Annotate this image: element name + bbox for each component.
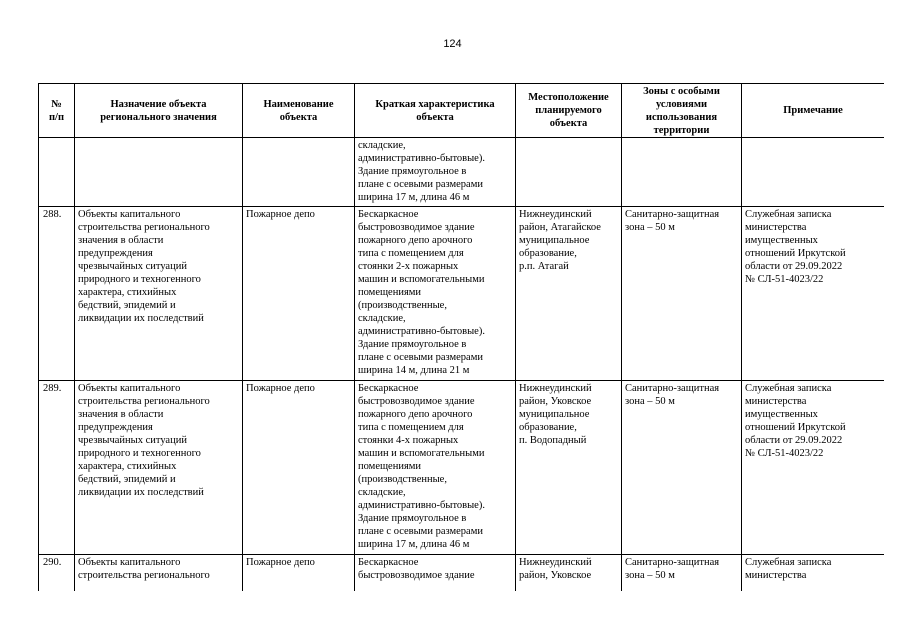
cell-note: [742, 138, 885, 207]
table-row: [39, 381, 885, 555]
cell-zones: Санитарно-защитная зона – 50 м: [622, 381, 742, 555]
cell-note: Служебная записка министерства имущественных отношений Иркутской области от 29.09.2022 № СЛ-51-4023/22: [742, 207, 885, 381]
cell-description: складские, административно-бытовые). Здание прямоугольное в плане с осевыми размерами ширина 17 м, длина 46 м: [355, 138, 516, 207]
cell-number: 289.: [39, 381, 75, 555]
header-description: Краткая характеристика объекта: [355, 84, 516, 138]
cell-description: Бескаркасное быстровозводимое здание пожарного депо арочного типа с помещением для стоянки 2-х пожарных машин и вспомогательными помещениями (производственные, складские, административно-бытовые). Здание прямоугольное в плане с осевыми размерами ширина 14 м, длина 21 м: [355, 207, 516, 381]
cell-location: Нижнеудинский район, Уковское: [516, 555, 622, 592]
header-number: № п/п: [39, 84, 75, 138]
cell-name: Пожарное депо: [243, 207, 355, 381]
cell-name: Пожарное депо: [243, 381, 355, 555]
header-name: Наименование объекта: [243, 84, 355, 138]
cell-zones: [622, 138, 742, 207]
table-header-row: [39, 84, 885, 138]
cell-name: [243, 138, 355, 207]
header-note: Примечание: [742, 84, 885, 138]
cell-purpose: Объекты капитального строительства регионального: [75, 555, 243, 592]
cell-location: Нижнеудинский район, Атагайское муниципальное образование, р.п. Атагай: [516, 207, 622, 381]
cell-number: 290.: [39, 555, 75, 592]
cell-purpose: Объекты капитального строительства регионального значения в области предупреждения чрезвычайных ситуаций природного и техногенного характера, стихийных бедствий, эпидемий и ликвидации их последствий: [75, 207, 243, 381]
cell-description: Бескаркасное быстровозводимое здание пожарного депо арочного типа с помещением для стоянки 4-х пожарных машин и вспомогательными помещениями (производственные, складские, административно-бытовые). Здание прямоугольное в плане с осевыми размерами ширина 17 м, длина 46 м: [355, 381, 516, 555]
table-container: [38, 83, 884, 591]
header-purpose: Назначение объекта регионального значения: [75, 84, 243, 138]
page-number: 124: [443, 38, 462, 50]
cell-zones: Санитарно-защитная зона – 50 м: [622, 207, 742, 381]
cell-number: [39, 138, 75, 207]
cell-location: [516, 138, 622, 207]
cell-purpose: Объекты капитального строительства регионального значения в области предупреждения чрезвычайных ситуаций природного и техногенного характера, стихийных бедствий, эпидемий и ликвидации их последствий: [75, 381, 243, 555]
table-row: [39, 207, 885, 381]
cell-description: Бескаркасное быстровозводимое здание: [355, 555, 516, 592]
header-zones: Зоны с особыми условиями использования территории: [622, 84, 742, 138]
objects-table: [38, 83, 884, 591]
cell-zones: Санитарно-защитная зона – 50 м: [622, 555, 742, 592]
cell-note: Служебная записка министерства: [742, 555, 885, 592]
cell-number: 288.: [39, 207, 75, 381]
table-row: [39, 138, 885, 207]
table-row: [39, 555, 885, 592]
cell-location: Нижнеудинский район, Уковское муниципальное образование, п. Водопадный: [516, 381, 622, 555]
cell-name: Пожарное депо: [243, 555, 355, 592]
cell-purpose: [75, 138, 243, 207]
cell-note: Служебная записка министерства имущественных отношений Иркутской области от 29.09.2022 № СЛ-51-4023/22: [742, 381, 885, 555]
header-location: Местоположение планируемого объекта: [516, 84, 622, 138]
